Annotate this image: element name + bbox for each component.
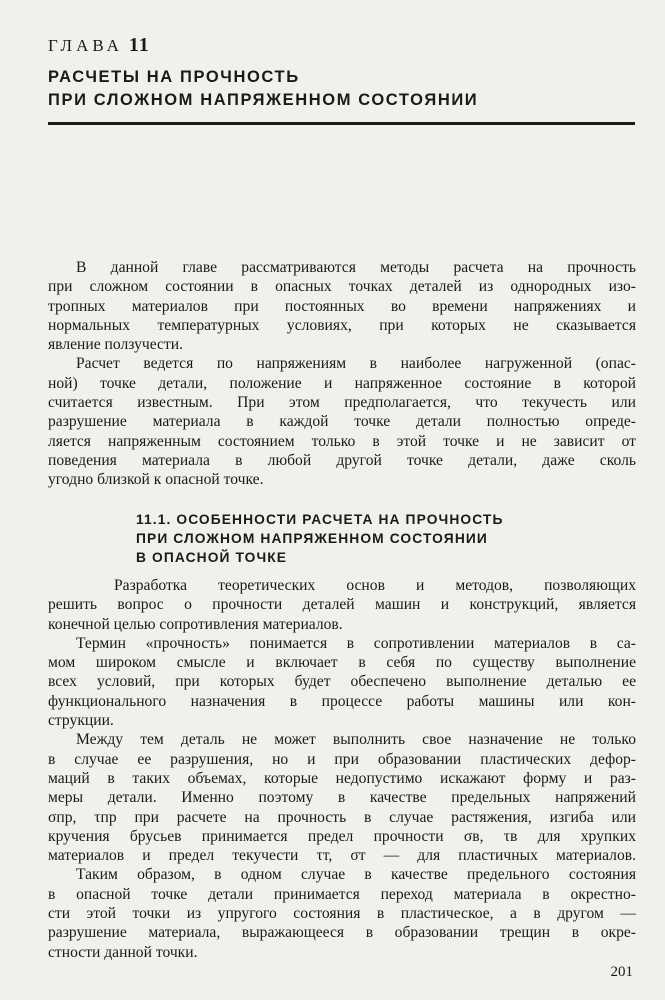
text-line: мом широком смысле и включает в себя по существу выполнение — [48, 654, 636, 672]
section-heading-line: В ОПАСНОЙ ТОЧКЕ — [136, 550, 288, 565]
text-line: при сложном состоянии в опасных точках деталей из однородных изо- — [48, 278, 636, 296]
text-line: σпр, τпр при расчете на прочность в случае растяжения, изгиба или — [48, 808, 636, 826]
section-heading-line: 11.1. ОСОБЕННОСТИ РАСЧЕТА НА ПРОЧНОСТЬ — [136, 512, 504, 527]
text-line: нормальных температурных условиях, при которых не сказывается — [48, 316, 636, 334]
text-line: Разработка теоретических основ и методов, позволяющих — [114, 577, 636, 594]
section-text — [48, 576, 636, 962]
text-line: материалов и предел текучести τт, σт — для пластичных материалов. — [48, 847, 636, 865]
text-line: меры детали. Именно поэтому в качестве предельных напряжений — [48, 789, 636, 807]
chapter-title-line: РАСЧЕТЫ НА ПРОЧНОСТЬ — [48, 68, 300, 86]
text-line: явление ползучести. — [48, 336, 184, 354]
text-line: ляется напряженным состоянием только в этой точке и не зависит от — [48, 432, 636, 450]
chapter-label — [48, 34, 150, 57]
text-line: конечной целью сопротивления материалов. — [48, 615, 343, 633]
text-line: разрушение материала, выражающееся в образовании трещин в окре- — [48, 924, 636, 942]
text-line: струкции. — [48, 712, 114, 730]
text-line: маций в таких объемах, которые недопустимо искажают форму и раз- — [48, 769, 636, 787]
text-line: в случае ее разрушения, но и при образовании пластических дефор- — [48, 750, 636, 768]
chapter-number: 11 — [128, 34, 150, 56]
section-heading-line: ПРИ СЛОЖНОМ НАПРЯЖЕННОМ СОСТОЯНИИ — [136, 531, 488, 546]
chapter-label-text: ГЛАВА — [48, 36, 123, 55]
text-line: поведения материала в любой другой точке детали, даже сколь — [48, 451, 636, 469]
text-line: сти этой точки из упругого состояния в пластическое, а в другом — — [48, 905, 636, 923]
section-heading — [136, 510, 556, 567]
chapter-title — [48, 66, 628, 112]
title-rule — [48, 122, 635, 125]
text-line: считается известным. При этом предполагается, что текучесть или — [48, 394, 636, 412]
text-line: решить вопрос о прочности деталей машин и конструкций, является — [48, 596, 636, 614]
text-line: кручения брусьев принимается предел прочности σв, τв для хрупких — [48, 827, 636, 845]
text-line: всех условий, при которых будет обеспечено выполнение деталью ее — [48, 673, 636, 691]
text-line: функционального назначения в процессе работы машины или кон- — [48, 692, 636, 710]
text-line: стности данной точки. — [48, 943, 198, 961]
text-line: угодно близкой к опасной точке. — [48, 471, 264, 489]
text-line: В данной главе рассматриваются методы расчета на прочность — [76, 259, 636, 276]
intro-text — [48, 258, 636, 490]
text-line: ной) точке детали, положение и напряженное состояние в которой — [48, 374, 636, 392]
chapter-title-line: ПРИ СЛОЖНОМ НАПРЯЖЕННОМ СОСТОЯНИИ — [48, 91, 479, 109]
text-line: Расчет ведется по напряжениям в наиболее нагруженной (опас- — [76, 355, 636, 373]
text-line: разрушение материала в каждой точке детали полностью опреде- — [48, 413, 636, 431]
text-line: в опасной точке детали принимается переход материала в окрестно- — [48, 885, 636, 903]
text-line: Таким образом, в одном случае в качестве предельного состояния — [76, 866, 636, 884]
page-number: 201 — [610, 964, 633, 980]
text-line: Между тем деталь не может выполнить свое назначение не только — [76, 731, 636, 749]
text-line: тропных материалов при постоянных во времени напряжениях и — [48, 297, 636, 315]
text-line: Термин «прочность» понимается в сопротивлении материалов в са- — [76, 634, 636, 652]
